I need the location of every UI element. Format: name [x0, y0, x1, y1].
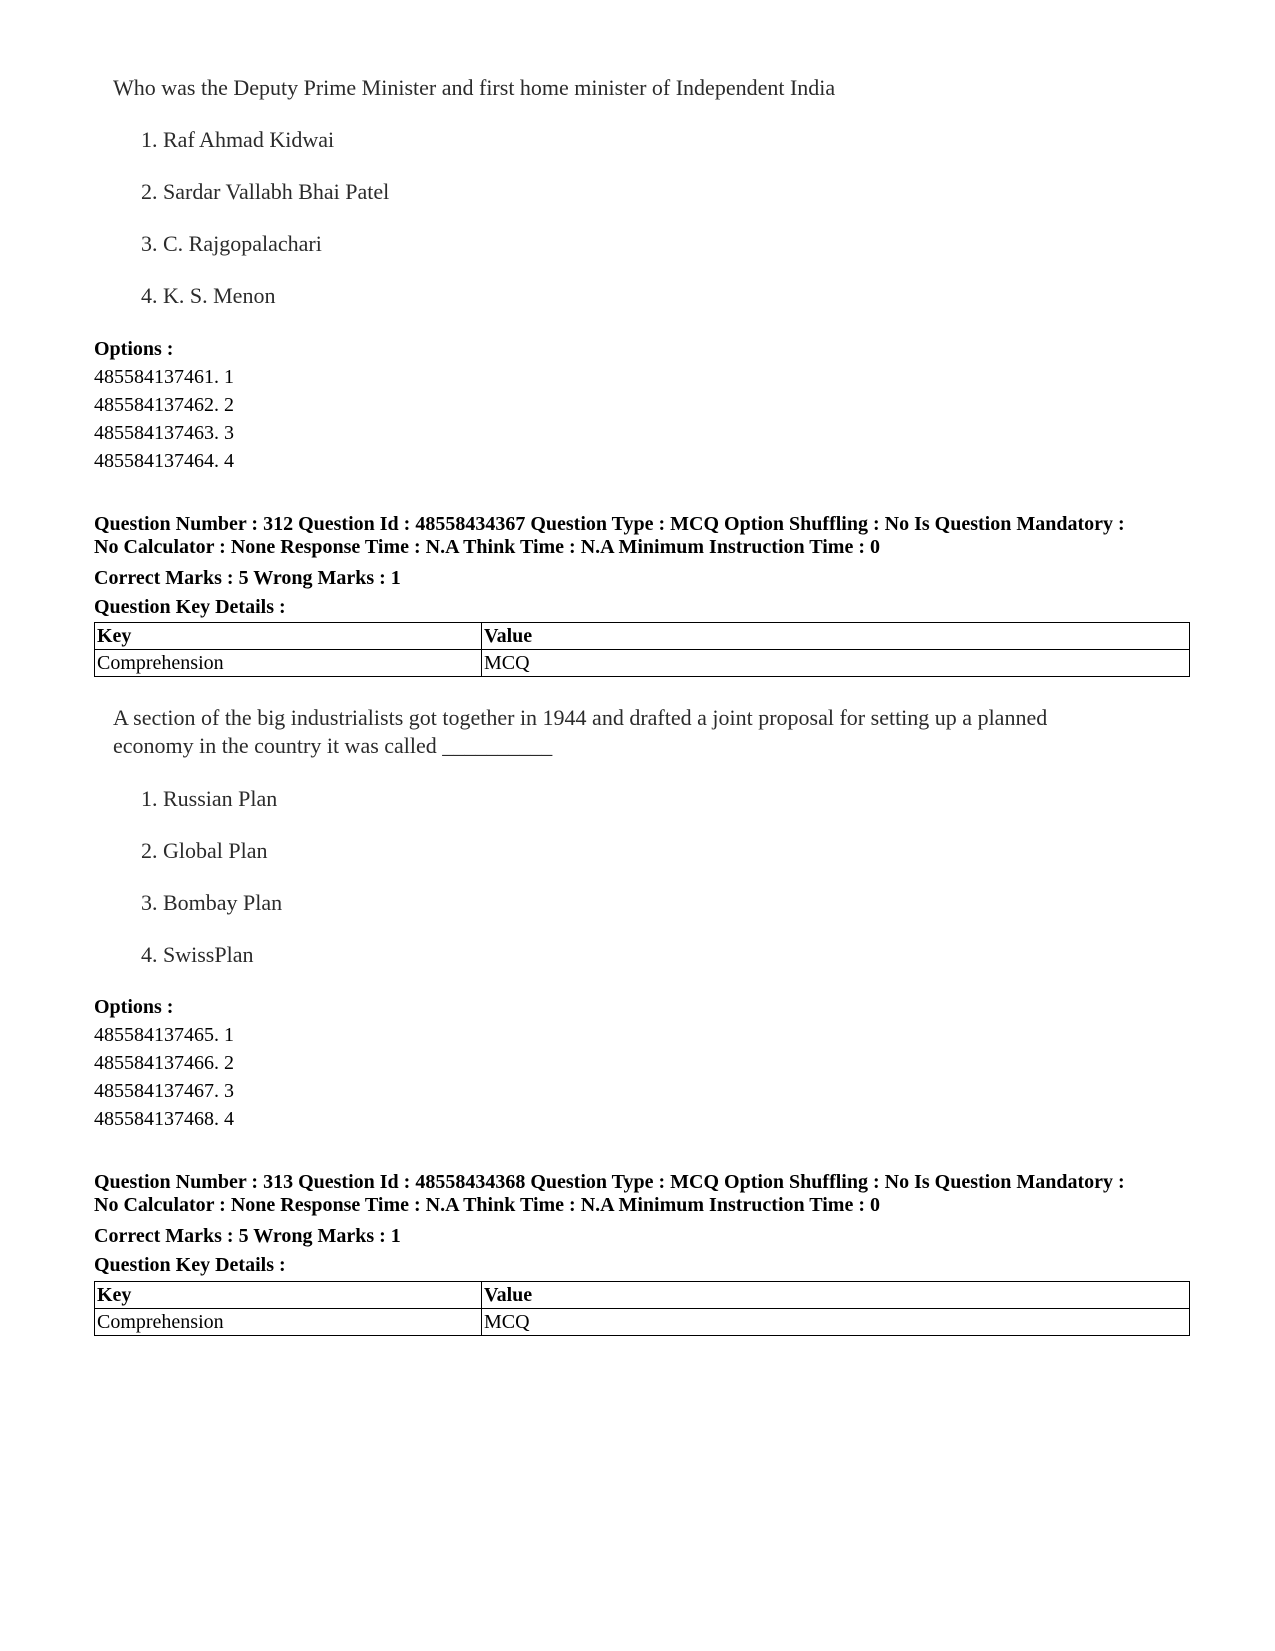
- question-meta-line: Question Number : 313 Question Id : 48558434368 Question Type : MCQ Option Shuffling : No Is Question Mandatory :: [94, 1171, 1125, 1193]
- table-header-cell: Value: [482, 1282, 1190, 1309]
- option-id: 485584137465. 1: [94, 1024, 234, 1046]
- question-meta: [94, 1171, 1214, 1217]
- table-row: [95, 650, 1190, 677]
- table-cell: Comprehension: [95, 1309, 482, 1336]
- option-id: 485584137468. 4: [94, 1108, 234, 1130]
- choice-item: 2. Global Plan: [141, 838, 268, 863]
- marks-line: Correct Marks : 5 Wrong Marks : 1: [94, 1225, 401, 1247]
- question-meta-line: No Calculator : None Response Time : N.A Think Time : N.A Minimum Instruction Time : 0: [94, 536, 880, 558]
- table-cell: MCQ: [482, 650, 1190, 677]
- choice-item: 3. Bombay Plan: [141, 890, 283, 915]
- question-text: Who was the Deputy Prime Minister and first home minister of Independent India: [113, 75, 836, 100]
- key-details-label: Question Key Details :: [94, 1254, 286, 1276]
- option-id: 485584137467. 3: [94, 1080, 234, 1102]
- key-value-table: [94, 1281, 1190, 1336]
- table-cell: MCQ: [482, 1309, 1190, 1336]
- table-cell: Comprehension: [95, 650, 482, 677]
- choice-item: 1. Russian Plan: [141, 786, 278, 811]
- choice-item: 2. Sardar Vallabh Bhai Patel: [141, 179, 390, 204]
- table-header-row: [95, 1282, 1190, 1309]
- table-row: [95, 1309, 1190, 1336]
- marks-line: Correct Marks : 5 Wrong Marks : 1: [94, 567, 401, 589]
- options-label: Options :: [94, 338, 174, 360]
- question-meta: [94, 513, 1214, 559]
- question-meta-line: No Calculator : None Response Time : N.A Think Time : N.A Minimum Instruction Time : 0: [94, 1194, 880, 1216]
- table-header-cell: Key: [95, 1282, 482, 1309]
- key-value-table: [94, 622, 1190, 677]
- choice-item: 4. K. S. Menon: [141, 283, 276, 308]
- question-text: [113, 704, 1163, 760]
- choice-item: 4. SwissPlan: [141, 942, 254, 967]
- option-id: 485584137461. 1: [94, 366, 234, 388]
- table-header-row: [95, 623, 1190, 650]
- choice-item: 1. Raf Ahmad Kidwai: [141, 127, 335, 152]
- question-meta-line: Question Number : 312 Question Id : 48558434367 Question Type : MCQ Option Shuffling : No Is Question Mandatory :: [94, 513, 1125, 535]
- option-id: 485584137466. 2: [94, 1052, 234, 1074]
- table-header-cell: Key: [95, 623, 482, 650]
- key-details-label: Question Key Details :: [94, 596, 286, 618]
- option-id: 485584137464. 4: [94, 450, 234, 472]
- option-id: 485584137462. 2: [94, 394, 234, 416]
- options-label: Options :: [94, 996, 174, 1018]
- choice-item: 3. C. Rajgopalachari: [141, 231, 322, 256]
- option-id: 485584137463. 3: [94, 422, 234, 444]
- question-text-line: economy in the country it was called __________: [113, 733, 553, 758]
- table-header-cell: Value: [482, 623, 1190, 650]
- question-text-line: A section of the big industrialists got together in 1944 and drafted a joint proposal for setting up a planned: [113, 705, 1048, 730]
